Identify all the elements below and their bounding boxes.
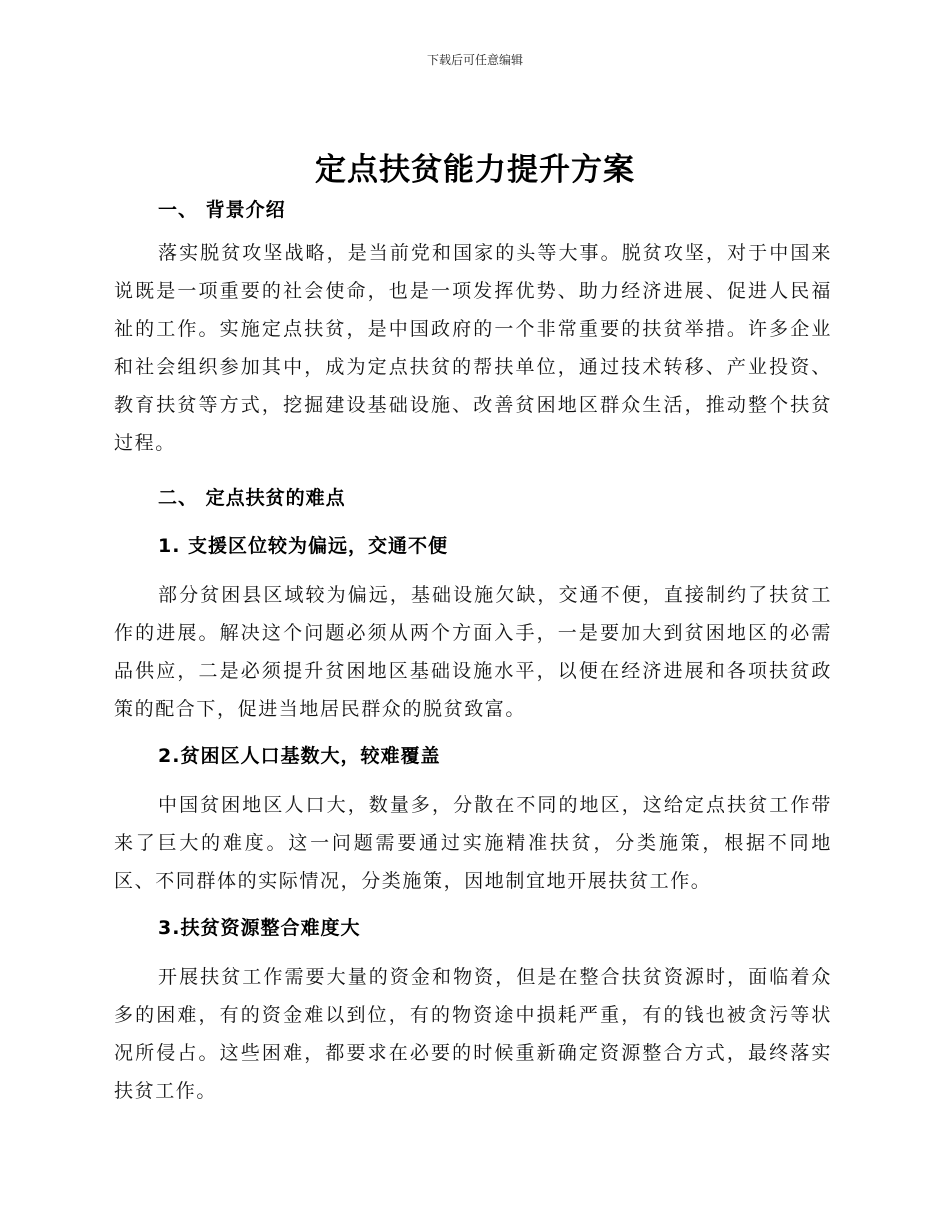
subheading-remote-location: 1. 支援区位较为偏远，交通不便 (158, 535, 449, 557)
paragraph-resource-integration: 开展扶贫工作需要大量的资金和物资，但是在整合扶贫资源时，面临着众多的困难，有的资金难以到位，有的物资途中损耗严重，有的钱也被贪污等状况所侵占。这些困难，都要求在必要的时候重新确定资源整合方式，最终落实扶贫工作。 (114, 966, 832, 1102)
subheading-resource-integration: 3.扶贫资源整合难度大 (158, 917, 361, 939)
section-heading-background: 一、 背景介绍 (158, 199, 286, 221)
paragraph-population: 中国贫困地区人口大，数量多，分散在不同的地区，这给定点扶贫工作带来了巨大的难度。这一问题需要通过实施精准扶贫，分类施策，根据不同地区、不同群体的实际情况，分类施策，因地制宜地开展扶贫工作。 (114, 794, 832, 892)
document-body (114, 196, 832, 1110)
subheading-population: 2.贫困区人口基数大，较难覆盖 (158, 745, 441, 767)
section-heading-difficulties: 二、 定点扶贫的难点 (158, 487, 346, 509)
paragraph-remote-location: 部分贫困县区域较为偏远，基础设施欠缺，交通不便，直接制约了扶贫工作的进展。解决这个问题必须从两个方面入手，一是要加大到贫困地区的必需品供应，二是必须提升贫困地区基础设施水平，以便在经济进展和各项扶贫政策的配合下，促进当地居民群众的脱贫致富。 (114, 584, 832, 720)
header-note: 下载后可任意编辑 (426, 53, 523, 67)
paragraph-background: 落实脱贫攻坚战略，是当前党和国家的头等大事。脱贫攻坚，对于中国来说既是一项重要的社会使命，也是一项发挥优势、助力经济进展、促进人民福祉的工作。实施定点扶贫，是中国政府的一个非常重要的扶贫举措。许多企业和社会组织参加其中，成为定点扶贫的帮扶单位，通过技术转移、产业投资、教育扶贫等方式，挖掘建设基础设施、改善贫困地区群众生活，推动整个扶贫过程。 (114, 242, 832, 454)
document-title: 定点扶贫能力提升方案 (315, 152, 635, 188)
